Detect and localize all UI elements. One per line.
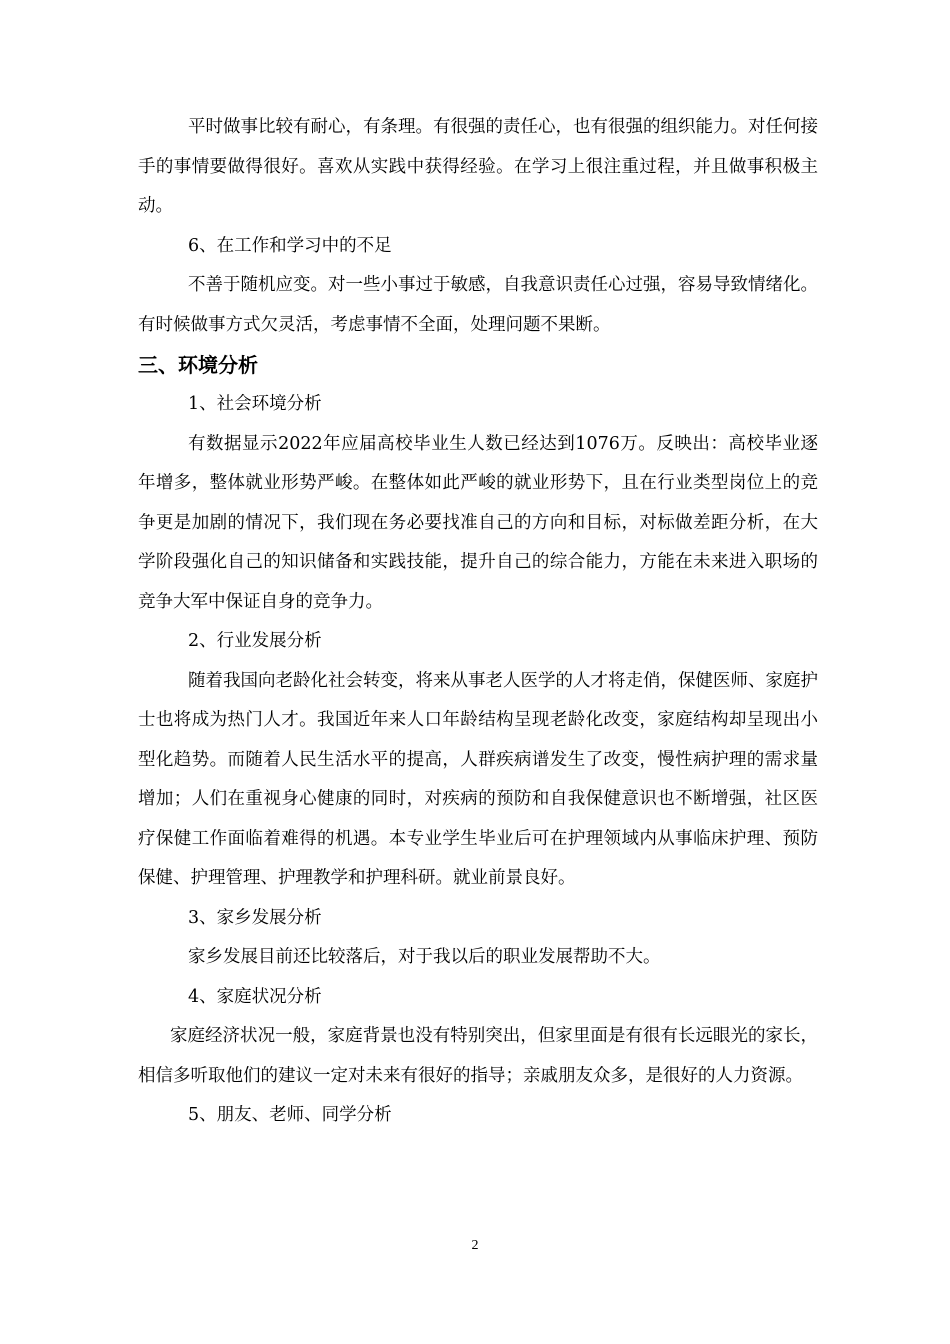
paragraph-weaknesses: 不善于随机应变。对一些小事过于敏感，自我意识责任心过强，容易导致情绪化。有时候做事方式欠灵活，考虑事情不全面，处理问题不果断。: [138, 275, 818, 335]
subheading-friends-teachers: 5、朋友、老师、同学分析: [188, 1105, 392, 1125]
document-page: [138, 108, 818, 1136]
paragraph-strengths: 平时做事比较有耐心，有条理。有很强的责任心，也有很强的组织能力。对任何接手的事情要做得很好。喜欢从实践中获得经验。在学习上很注重过程，并且做事积极主动。: [138, 117, 818, 216]
page-number: 2: [471, 1238, 479, 1253]
subheading-weaknesses: 6、在工作和学习中的不足: [188, 235, 392, 256]
paragraph-family: 家庭经济状况一般，家庭背景也没有特别突出，但家里面是有很有长远眼光的家长，相信多听取他们的建议一定对未来有很好的指导；亲戚朋友众多，是很好的人力资源。: [138, 1026, 818, 1086]
subheading-family: 4、家庭状况分析: [188, 986, 322, 1007]
subheading-social-environment: 1、社会环境分析: [188, 394, 322, 414]
subheading-hometown: 3、家乡发展分析: [188, 907, 322, 928]
paragraph-hometown: 家乡发展目前还比较落后，对于我以后的职业发展帮助不大。: [188, 947, 661, 967]
subheading-industry: 2、行业发展分析: [188, 631, 322, 651]
paragraph-social-environment: 有数据显示2022年应届高校毕业生人数已经达到1076万。反映出：高校毕业逐年增多，整体就业形势严峻。在整体如此严峻的就业形势下，且在行业类型岗位上的竞争更是加剧的情况下，我们现在务必要找准自己的方向和目标，对标做差距分析，在大学阶段强化自己的知识储备和实践技能，提升自己的综合能力，方能在未来进入职场的竞争大军中保证自身的竞争力。: [138, 433, 818, 612]
section-heading-environment: 三、环境分析: [138, 353, 258, 377]
paragraph-industry: 随着我国向老龄化社会转变，将来从事老人医学的人才将走俏，保健医师、家庭护士也将成为热门人才。我国近年来人口年龄结构呈现老龄化改变，家庭结构却呈现出小型化趋势。而随着人民生活水平的提高，人群疾病谱发生了改变，慢性病护理的需求量增加；人们在重视身心健康的同时，对疾病的预防和自我保健意识也不断增强，社区医疗保健工作面临着难得的机遇。本专业学生毕业后可在护理领域内从事临床护理、预防保健、护理管理、护理教学和护理科研。就业前景良好。: [138, 670, 818, 888]
